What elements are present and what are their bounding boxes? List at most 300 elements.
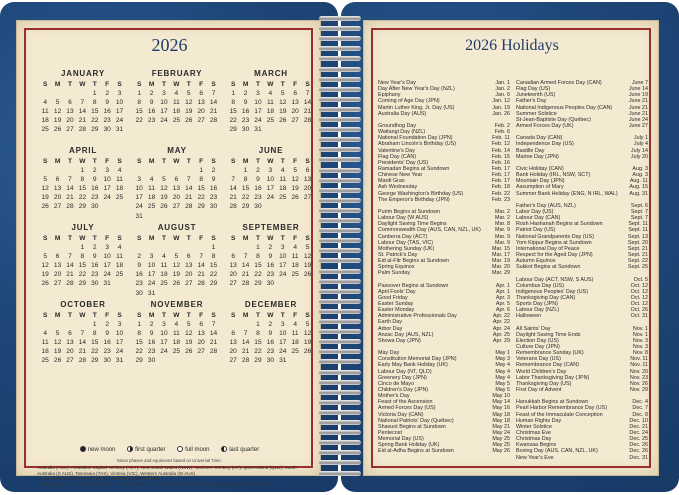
empty-cell (51, 321, 63, 328)
day-cell: 5 (162, 176, 166, 184)
holiday-name: Flag Day (US) (516, 86, 551, 93)
day-cell: 13 (197, 330, 205, 338)
holiday-date: Apr. 3 (495, 294, 510, 301)
day-cell: 25 (172, 117, 181, 125)
holiday-date: Mar. 9 (495, 227, 510, 234)
day-cell: 3 (162, 90, 166, 98)
binding-ring (319, 319, 361, 324)
holiday-date: July 1 (633, 135, 648, 142)
legend-item: last quarter (221, 446, 259, 453)
day-cell: 27 (229, 357, 237, 365)
weekday-header: M (148, 158, 155, 165)
month-november (133, 300, 221, 364)
day-cell: 23 (266, 271, 275, 279)
footnote-countries: Canada (CAN) Ireland (IRL) Japan (JPN) New Zealand (NZL) (37, 476, 163, 481)
day-cell: 16 (254, 185, 262, 193)
day-cell: 29 (241, 203, 250, 211)
holiday-date: Feb. 12 (491, 141, 510, 148)
holiday-name: Patriot Day (US) (516, 227, 556, 234)
holiday-list-left (378, 80, 510, 455)
day-cell: 28 (209, 117, 218, 125)
holiday-date: Sept. 21 (627, 251, 648, 258)
day-cell: 26 (41, 280, 49, 288)
day-cell: 21 (185, 194, 193, 202)
day-cell: 13 (303, 176, 312, 184)
day-grid (133, 81, 221, 124)
holiday-name: Purim Begins at Sundown (378, 208, 441, 215)
weekday-header: T (92, 81, 97, 88)
holiday-date: Dec. 7 (632, 405, 648, 412)
day-cell: 30 (266, 280, 275, 288)
day-cell: 20 (197, 108, 205, 116)
day-cell: 11 (291, 253, 299, 261)
legend-item: first quarter (127, 446, 165, 453)
day-cell: 2 (243, 90, 248, 98)
weekday-header: W (267, 81, 274, 88)
binding-ring (319, 137, 361, 142)
day-cell: 25 (41, 357, 49, 365)
day-cell: 26 (291, 194, 299, 202)
day-cell: 10 (266, 176, 275, 184)
weekday-header: W (79, 235, 86, 242)
day-cell: 11 (172, 330, 180, 338)
weekday-header: M (242, 312, 249, 319)
holiday-date: Oct. 12 (630, 282, 648, 289)
day-cell: 13 (172, 185, 181, 193)
month-name: JUNE (258, 146, 284, 155)
weekday-header: S (230, 158, 236, 165)
day-cell: 12 (291, 176, 299, 184)
day-cell: 13 (229, 339, 237, 347)
holiday-name: Bastille Day (516, 147, 545, 154)
day-cell: 11 (172, 99, 180, 107)
holiday-date: May 10 (492, 393, 510, 400)
day-cell: 20 (303, 185, 312, 193)
day-cell: 6 (68, 99, 72, 107)
holiday-date: Nov. 11 (630, 356, 648, 363)
legend-note: Moon phases and equinoxes based on Universal Time. (117, 458, 222, 463)
holiday-name: Daylight Saving Time Ends (516, 331, 581, 338)
holiday-name: Marine Day (JPN) (516, 153, 559, 160)
holiday-date: Mar. 9 (495, 239, 510, 246)
holiday-name: Pentecost (378, 430, 402, 437)
binding-ring (319, 400, 361, 405)
day-cell: 14 (209, 330, 218, 338)
holiday-name: World Children's Day (516, 368, 567, 375)
day-cell: 15 (197, 185, 205, 193)
weekday-header: T (255, 235, 260, 242)
day-cell: 17 (279, 262, 287, 270)
day-cell: 4 (293, 321, 297, 329)
holiday-name: Hanukkah Begins at Sundown (516, 399, 589, 406)
weekday-header: F (105, 235, 110, 242)
holiday-name: Daylight Saving Time Begins (378, 221, 447, 228)
holiday-name: Feast of the Ascension (378, 399, 433, 406)
day-cell: 26 (303, 348, 312, 356)
day-cell: 9 (268, 330, 273, 338)
weekday-header: S (117, 158, 122, 165)
day-cell: 17 (115, 339, 124, 347)
day-cell: 6 (55, 176, 60, 184)
holiday-name: Mountain Day (JPN) (516, 178, 565, 185)
day-cell: 25 (172, 348, 181, 356)
holiday-date: June 19 (628, 92, 648, 99)
legend-item: full moon (177, 446, 209, 453)
day-cell: 15 (209, 262, 218, 270)
day-cell: 8 (92, 330, 97, 338)
holiday-name: Independence Day (US) (516, 141, 574, 148)
empty-cell (76, 90, 88, 97)
day-cell: 29 (254, 280, 262, 288)
holiday-name: Sukkot Begins at Sundown (516, 264, 581, 271)
day-cell: 14 (66, 262, 74, 270)
holiday-name: Presidents' Day (US) (378, 159, 429, 166)
day-grid (39, 312, 127, 364)
weekday-header: T (67, 81, 72, 88)
day-cell: 24 (254, 117, 262, 125)
weekday-header: T (67, 235, 72, 242)
day-cell: 20 (291, 108, 299, 116)
day-cell: 28 (229, 203, 237, 211)
weekday-header: F (199, 312, 204, 319)
day-cell: 13 (66, 339, 74, 347)
holiday-date: Dec. 25 (629, 436, 648, 443)
day-cell: 8 (199, 176, 203, 184)
binding-ring (319, 440, 361, 445)
day-cell: 4 (174, 321, 179, 329)
month-december (227, 300, 315, 364)
day-cell: 22 (78, 194, 87, 202)
day-cell: 5 (186, 90, 191, 98)
holiday-date: Sept. 21 (627, 245, 648, 252)
binding-ring (319, 349, 361, 354)
day-cell: 12 (53, 339, 62, 347)
weekday-header: S (211, 312, 216, 319)
weekday-header: M (148, 235, 155, 242)
day-cell: 23 (241, 117, 250, 125)
day-cell: 30 (103, 126, 111, 134)
binding-ring (319, 329, 361, 334)
weekday-header: W (173, 158, 180, 165)
weekday-header: M (148, 312, 155, 319)
month-august (133, 223, 221, 297)
day-cell: 19 (185, 108, 193, 116)
day-cell: 6 (293, 90, 297, 98)
holiday-name: April Fools' Day (378, 288, 416, 295)
day-cell: 30 (254, 203, 262, 211)
day-cell: 25 (291, 271, 299, 279)
day-cell: 8 (137, 99, 142, 107)
holiday-date: June 21 (628, 104, 648, 111)
holiday-date: July 20 (630, 153, 648, 160)
day-cell: 4 (162, 253, 166, 261)
day-cell: 18 (291, 262, 299, 270)
day-cell: 21 (303, 108, 312, 116)
day-cell: 25 (291, 348, 299, 356)
day-cell: 1 (80, 244, 85, 252)
month-january (39, 69, 127, 133)
holiday-name: Spring Equinox (378, 264, 415, 271)
empty-cell (64, 244, 76, 251)
day-cell: 29 (91, 357, 99, 365)
holiday-date: Nov. 3 (632, 337, 648, 344)
day-cell: 10 (103, 253, 111, 261)
binding-ring (319, 168, 361, 173)
weekday-header: T (161, 235, 166, 242)
holiday-date: Feb. 17 (491, 172, 510, 179)
empty-cell (133, 167, 145, 174)
day-cell: 21 (66, 271, 74, 279)
holiday-name: Eid al-Fitr Begins at Sundown (378, 258, 450, 265)
holiday-name: Christmas Eve (516, 430, 552, 437)
day-cell: 3 (256, 90, 260, 98)
holiday-date: Nov. 11 (630, 362, 648, 369)
holiday-date: May 18 (492, 411, 510, 418)
day-cell: 3 (105, 167, 109, 175)
day-cell: 31 (115, 357, 124, 365)
holiday-name: Martin Luther King, Jr. Day (US) (378, 104, 455, 111)
binding-ring (319, 87, 361, 92)
empty-cell (39, 167, 51, 174)
day-cell: 15 (254, 339, 262, 347)
empty-cell (51, 90, 63, 97)
holiday-name: Easter Sunday (378, 301, 414, 308)
day-grid (133, 235, 221, 297)
day-cell: 1 (256, 244, 260, 252)
day-cell: 9 (137, 262, 142, 270)
holiday-date: June 21 (628, 98, 648, 105)
holiday-name: Passover Begins at Sundown (378, 282, 449, 289)
weekday-header: M (242, 235, 249, 242)
day-cell: 16 (91, 262, 99, 270)
day-cell: 12 (303, 253, 312, 261)
weekday-header: F (199, 235, 204, 242)
day-cell: 7 (243, 330, 248, 338)
day-cell: 20 (229, 348, 237, 356)
binding-ring (319, 77, 361, 82)
weekday-header: W (79, 312, 86, 319)
weekday-header: M (54, 158, 61, 165)
weekday-header: W (173, 81, 180, 88)
day-cell: 16 (103, 339, 111, 347)
day-cell: 23 (135, 280, 143, 288)
weekday-header: T (161, 312, 166, 319)
day-cell: 18 (291, 339, 299, 347)
empty-cell (195, 244, 207, 251)
month-name: SEPTEMBER (242, 223, 300, 232)
day-cell: 18 (172, 339, 181, 347)
binding-ring (319, 309, 361, 314)
holiday-date: Mar. 2 (495, 215, 510, 222)
day-cell: 29 (91, 126, 99, 134)
day-cell: 30 (103, 357, 111, 365)
day-cell: 12 (172, 262, 181, 270)
holiday-date: Nov. 29 (629, 387, 648, 394)
holiday-name: Victoria Day (CAN) (378, 411, 424, 418)
day-cell: 17 (266, 185, 275, 193)
day-cell: 14 (241, 262, 250, 270)
weekday-header: T (280, 81, 285, 88)
day-cell: 6 (199, 321, 203, 329)
holiday-date: May 14 (492, 399, 510, 406)
day-cell: 14 (241, 339, 250, 347)
day-cell: 28 (78, 126, 87, 134)
binding-ring (319, 258, 361, 263)
day-cell: 19 (160, 194, 168, 202)
day-grid (227, 158, 315, 210)
day-cell: 4 (280, 167, 285, 175)
weekday-header: T (92, 312, 97, 319)
holiday-date: May 4 (495, 374, 510, 381)
day-cell: 11 (148, 185, 156, 193)
holiday-name: Human Rights Day (516, 417, 562, 424)
day-cell: 27 (53, 280, 62, 288)
holiday-date: June 24 (628, 116, 648, 123)
day-cell: 8 (92, 99, 97, 107)
day-cell: 4 (174, 90, 179, 98)
day-cell: 28 (241, 357, 250, 365)
holiday-date: Jan. 6 (495, 92, 510, 99)
weekday-header: F (293, 158, 298, 165)
day-cell: 7 (186, 176, 191, 184)
day-cell: 27 (229, 280, 237, 288)
month-name: NOVEMBER (150, 300, 204, 309)
day-cell: 13 (291, 99, 299, 107)
day-cell: 24 (147, 280, 156, 288)
holiday-date: May 5 (495, 380, 510, 387)
day-cell: 22 (78, 271, 87, 279)
empty-cell (76, 321, 88, 328)
day-cell: 11 (291, 330, 299, 338)
day-cell: 29 (78, 203, 87, 211)
weekday-header: F (105, 81, 110, 88)
day-cell: 9 (149, 99, 154, 107)
holiday-date: Dec. 10 (629, 417, 648, 424)
holiday-name: Easter Monday (378, 307, 415, 314)
weekday-header: M (242, 81, 249, 88)
holiday-date: Jan. 12 (492, 98, 510, 105)
holiday-name: Armed Forces Day (US) (378, 405, 436, 412)
weekday-header: T (161, 158, 166, 165)
holiday-name: Greenery Day (JPN) (378, 374, 427, 381)
day-cell: 19 (303, 339, 312, 347)
holiday-name: Boxing Day (AUS, CAN, NZL, UK) (516, 448, 598, 455)
holiday-name: Armed Forces Day (UK) (516, 122, 574, 129)
day-cell: 8 (211, 253, 216, 261)
binding-ring (319, 359, 361, 364)
holiday-name: Kwanzaa Begins (516, 442, 557, 449)
day-cell: 18 (266, 108, 275, 116)
weekday-header: M (54, 235, 61, 242)
day-cell: 20 (66, 117, 74, 125)
day-cell: 1 (231, 90, 236, 98)
day-cell: 26 (53, 357, 62, 365)
day-cell: 23 (254, 194, 262, 202)
holiday-row (378, 448, 510, 454)
day-cell: 7 (211, 90, 216, 98)
month-july (39, 223, 127, 287)
day-cell: 19 (41, 194, 49, 202)
year-title: 2026 (151, 35, 188, 55)
weekday-header: F (105, 158, 110, 165)
holiday-name: Bank Holiday (IRL, NSW, SCT) (516, 172, 591, 179)
day-cell: 1 (199, 167, 203, 175)
day-cell: 17 (160, 339, 168, 347)
last-quarter-icon (221, 446, 227, 452)
day-cell: 19 (185, 339, 193, 347)
day-grid (39, 235, 127, 287)
day-cell: 21 (229, 194, 237, 202)
day-cell: 26 (172, 280, 181, 288)
new-moon-icon (80, 446, 86, 452)
binding-ring (319, 67, 361, 72)
weekday-header: T (186, 158, 191, 165)
day-cell: 22 (91, 348, 99, 356)
month-name: AUGUST (157, 223, 197, 232)
day-cell: 16 (266, 339, 275, 347)
holiday-name: Showa Day (JPN) (378, 337, 421, 344)
day-grid (39, 158, 127, 210)
day-cell: 20 (197, 339, 205, 347)
day-cell: 27 (197, 348, 205, 356)
holiday-name: Waitangi Day (NZL) (378, 129, 426, 136)
day-cell: 20 (172, 194, 181, 202)
holiday-date: May 21 (492, 423, 510, 430)
empty-cell (183, 167, 195, 174)
day-cell: 16 (147, 339, 156, 347)
day-cell: 13 (66, 108, 74, 116)
holiday-date: June 27 (628, 122, 648, 129)
day-cell: 10 (115, 330, 124, 338)
day-cell: 1 (137, 321, 142, 329)
day-cell: 1 (92, 90, 97, 98)
day-cell: 23 (91, 194, 99, 202)
empty-cell (170, 244, 182, 251)
holiday-date: Sept. 25 (627, 264, 648, 271)
empty-cell (51, 167, 63, 174)
day-cell: 21 (241, 348, 250, 356)
holiday-date: May 4 (495, 362, 510, 369)
day-cell: 24 (160, 117, 168, 125)
holiday-name: St-Jean-Baptiste Day (Québec) (516, 116, 591, 123)
day-cell: 24 (279, 348, 287, 356)
holiday-date: May 1 (495, 350, 510, 357)
holiday-date: Mar. 20 (492, 264, 510, 271)
day-cell: 19 (291, 185, 299, 193)
day-cell: 4 (43, 330, 48, 338)
day-cell: 21 (241, 271, 250, 279)
month-april (39, 146, 127, 210)
day-cell: 1 (211, 244, 216, 252)
holiday-date: Mar. 9 (495, 233, 510, 240)
holiday-date: May 25 (492, 442, 510, 449)
holiday-date: Feb. 17 (491, 165, 510, 172)
weekday-header: T (280, 312, 285, 319)
holiday-date: Oct. 26 (630, 307, 648, 314)
day-cell: 11 (160, 262, 168, 270)
binding-ring (319, 56, 361, 61)
binding-ring (319, 279, 361, 284)
month-october (39, 300, 127, 364)
day-cell: 12 (279, 99, 287, 107)
day-cell: 4 (268, 90, 273, 98)
binding-ring (319, 97, 361, 102)
binding-ring (319, 107, 361, 112)
holiday-date: May 3 (495, 356, 510, 363)
holiday-name: Remembrance Day (CAN) (516, 362, 579, 369)
holidays-title: 2026 Holidays (465, 37, 559, 54)
weekday-header: W (173, 235, 180, 242)
